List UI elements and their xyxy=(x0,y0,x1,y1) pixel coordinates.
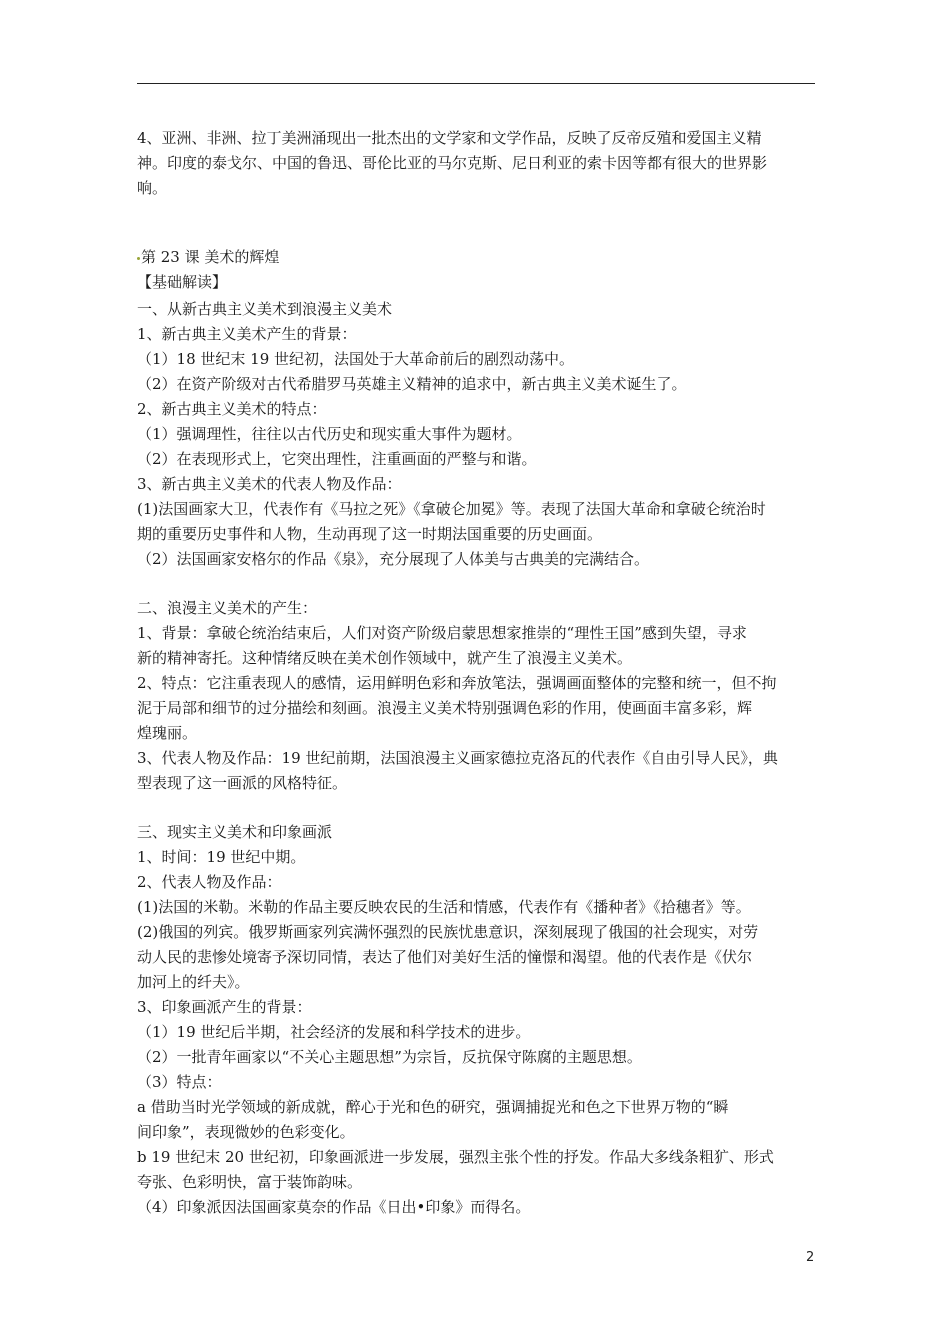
text-line: （2）法国画家安格尔的作品《泉》，充分展现了人体美与古典美的完满结合。 xyxy=(137,550,650,568)
text-line: （1）强调理性，往往以古代历史和现实重大事件为题材。 xyxy=(137,425,522,443)
text-line: 响。 xyxy=(137,179,168,197)
text-line: （1）19 世纪后半期，社会经济的发展和科学技术的进步。 xyxy=(137,1023,531,1041)
text-line: a 借助当时光学领域的新成就，醉心于光和色的研究，强调捕捉光和色之下世界万物的“瞬 xyxy=(137,1098,729,1116)
section-heading: 一、从新古典主义美术到浪漫主义美术 xyxy=(137,300,393,318)
text-line: （2）一批青年画家以“不关心主题思想”为宗旨，反抗保守陈腐的主题思想。 xyxy=(137,1048,642,1066)
text-line: 间印象”，表现微妙的色彩变化。 xyxy=(137,1123,355,1141)
text-line: 加河上的纤夫》。 xyxy=(137,973,250,991)
text-line: 1、背景：拿破仑统治结束后，人们对资产阶级启蒙思想家推崇的“理性王国”感到失望，寻求 xyxy=(137,624,747,642)
text-line: （3）特点： xyxy=(137,1073,222,1091)
text-line: (2)俄国的列宾。俄罗斯画家列宾满怀强烈的民族忧患意识，深刻展现了俄国的社会现实，对劳 xyxy=(137,923,759,941)
text-line: （2）在资产阶级对古代希腊罗马英雄主义精神的追求中，新古典主义美术诞生了。 xyxy=(137,375,687,393)
text-line: 3、新古典主义美术的代表人物及作品： xyxy=(137,475,402,493)
lesson-header xyxy=(137,245,815,295)
section-heading: 二、浪漫主义美术的产生： xyxy=(137,599,318,617)
text-line: 煌瑰丽。 xyxy=(137,724,198,742)
text-line: 1、时间：19 世纪中期。 xyxy=(137,848,306,866)
text-line: （4）印象派因法国画家莫奈的作品《日出•印象》而得名。 xyxy=(137,1198,531,1216)
text-line: 4、亚洲、非洲、拉丁美洲涌现出一批杰出的文学家和文学作品，反映了反帝反殖和爱国主义精 xyxy=(137,129,762,147)
text-line: 期的重要历史事件和人物，生动再现了这一时期法国重要的历史画面。 xyxy=(137,525,603,543)
text-line: 2、代表人物及作品： xyxy=(137,873,282,891)
text-line: 夸张、色彩明快，富于装饰韵味。 xyxy=(137,1173,363,1191)
section-romanticism xyxy=(137,596,815,796)
text-line: 1、新古典主义美术产生的背景： xyxy=(137,325,357,343)
text-line: （2）在表现形式上，它突出理性，注重画面的严整与和谐。 xyxy=(137,450,537,468)
text-line: b 19 世纪末 20 世纪初，印象画派进一步发展，强烈主张个性的抒发。作品大多线条粗犷、形式 xyxy=(137,1148,774,1166)
text-line: 泥于局部和细节的过分描绘和刻画。浪漫主义美术特别强调色彩的作用，使画面丰富多彩，辉 xyxy=(137,699,753,717)
lesson-title-text: 第 23 课 美术的辉煌 xyxy=(141,248,280,266)
section-heading: 三、现实主义美术和印象画派 xyxy=(137,823,333,841)
text-line: 神。印度的泰戈尔、中国的鲁迅、哥伦比亚的马尔克斯、尼日利亚的索卡因等都有很大的世界影 xyxy=(137,154,768,172)
text-line: 型表现了这一画派的风格特征。 xyxy=(137,774,348,792)
text-line: 2、特点：它注重表现人的感情，运用鲜明色彩和奔放笔法，强调画面整体的完整和统一，但不拘 xyxy=(137,674,777,692)
text-line: 2、新古典主义美术的特点： xyxy=(137,400,327,418)
lesson-subtitle: 【基础解读】 xyxy=(137,273,228,291)
text-line: (1)法国画家大卫，代表作有《马拉之死》《拿破仑加冕》等。表现了法国大革命和拿破仑统治时 xyxy=(137,500,766,518)
section-neoclassicism xyxy=(137,297,815,572)
text-line: (1)法国的米勒。米勒的作品主要反映农民的生活和情感，代表作有《播种者》《拾穗者》等。 xyxy=(137,898,751,916)
text-line: （1）18 世纪末 19 世纪初，法国处于大革命前后的剧烈动荡中。 xyxy=(137,350,575,368)
lesson-title xyxy=(137,245,815,270)
section-realism-impressionism xyxy=(137,820,815,1220)
text-line: 3、印象画派产生的背景： xyxy=(137,998,312,1016)
text-line: 3、代表人物及作品：19 世纪前期，法国浪漫主义画家德拉克洛瓦的代表作《自由引导人民》，典 xyxy=(137,749,778,767)
text-line: 动人民的悲惨处境寄予深切同情，表达了他们对美好生活的憧憬和渴望。他的代表作是《伏尔 xyxy=(137,948,753,966)
intro-paragraph xyxy=(137,126,815,201)
header-rule xyxy=(137,83,815,84)
text-line: 新的精神寄托。这种情绪反映在美术创作领域中，就产生了浪漫主义美术。 xyxy=(137,649,633,667)
page-number: 2 xyxy=(806,1250,815,1265)
marker-dot xyxy=(137,257,140,260)
